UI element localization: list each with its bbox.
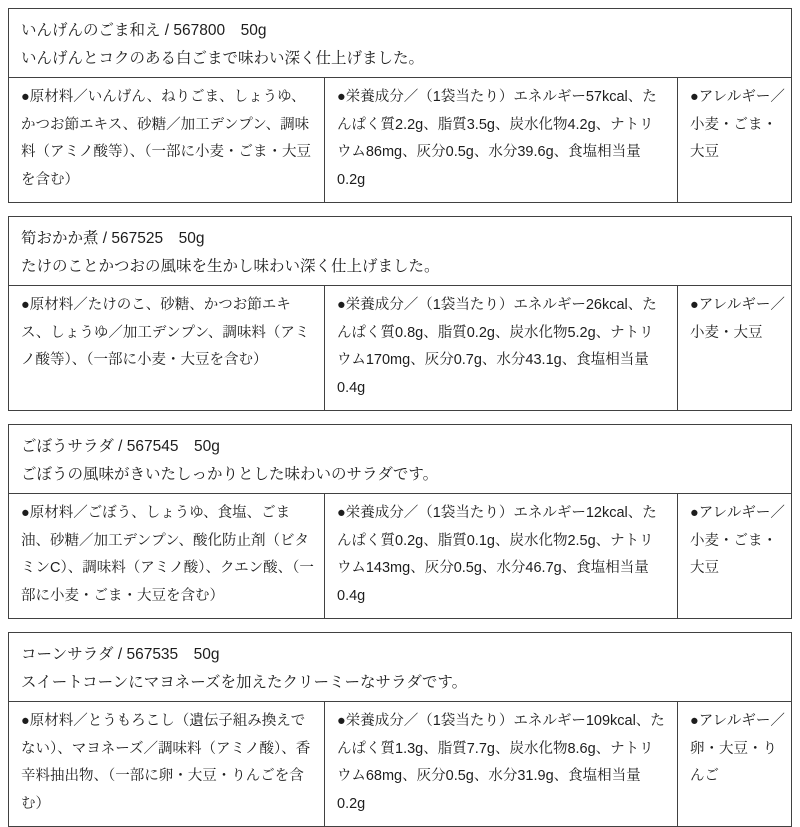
allergy-cell: ●アレルギー／小麦・ごま・大豆	[677, 494, 791, 618]
product-detail-table	[9, 493, 791, 618]
ingredients-cell: ●原材料／いんげん、ねりごま、しょうゆ、かつお節エキス、砂糖／加工デンプン、調味料（アミノ酸等）、（一部に小麦・ごま・大豆を含む）	[21, 89, 311, 188]
product-card	[8, 216, 792, 411]
product-description: スイートコーンにマヨネーズを加えたクリーミーなサラダです。	[21, 674, 468, 691]
allergy-cell: ●アレルギー／小麦・大豆	[677, 286, 791, 410]
nutrition-cell: ●栄養成分／（1袋当たり）エネルギー109kcal、たんぱく質1.3g、脂質7.7g、炭水化物8.6g、ナトリウム68mg、灰分0.5g、水分31.9g、食塩相当量0.2g	[324, 702, 677, 826]
product-card-header	[9, 425, 791, 493]
product-title: いんげんのごま和え / 567800 50g	[21, 22, 267, 39]
nutrition-cell: ●栄養成分／（1袋当たり）エネルギー57kcal、たんぱく質2.2g、脂質3.5g、炭水化物4.2g、ナトリウム86mg、灰分0.5g、水分39.6g、食塩相当量0.2g	[324, 78, 677, 202]
product-title: 筍おかか煮 / 567525 50g	[21, 230, 205, 247]
product-card-header	[9, 9, 791, 77]
product-description: たけのことかつおの風味を生かし味わい深く仕上げました。	[21, 258, 440, 275]
allergy-cell: ●アレルギー／卵・大豆・りんご	[677, 702, 791, 826]
product-card-header	[9, 633, 791, 701]
product-card	[8, 8, 792, 203]
product-title: ごぼうサラダ / 567545 50g	[21, 438, 220, 455]
product-description: ごぼうの風味がきいたしっかりとした味わいのサラダです。	[21, 466, 439, 483]
ingredients-cell: ●原材料／ごぼう、しょうゆ、食塩、ごま油、砂糖／加工デンプン、酸化防止剤（ビタミンC）、調味料（アミノ酸）、クエン酸、（一部に小麦・ごま・大豆を含む）	[21, 505, 314, 604]
product-detail-table	[9, 701, 791, 826]
product-detail-table	[9, 77, 791, 202]
ingredients-cell: ●原材料／たけのこ、砂糖、かつお節エキス、しょうゆ／加工デンプン、調味料（アミノ酸等）、（一部に小麦・大豆を含む）	[21, 297, 310, 368]
nutrition-cell: ●栄養成分／（1袋当たり）エネルギー26kcal、たんぱく質0.8g、脂質0.2g、炭水化物5.2g、ナトリウム170mg、灰分0.7g、水分43.1g、食塩相当量0.4g	[324, 286, 677, 410]
product-card	[8, 424, 792, 619]
product-card	[8, 632, 792, 827]
product-description: いんげんとコクのある白ごまで味わい深く仕上げました。	[21, 50, 425, 67]
nutrition-cell: ●栄養成分／（1袋当たり）エネルギー12kcal、たんぱく質0.2g、脂質0.1g、炭水化物2.5g、ナトリウム143mg、灰分0.5g、水分46.7g、食塩相当量0.4g	[324, 494, 677, 618]
product-card-header	[9, 217, 791, 285]
allergy-cell: ●アレルギー／小麦・ごま・大豆	[677, 78, 791, 202]
product-title: コーンサラダ / 567535 50g	[21, 646, 220, 663]
product-detail-table	[9, 285, 791, 410]
ingredients-cell: ●原材料／とうもろこし（遺伝子組み換えでない）、マヨネーズ／調味料（アミノ酸）、香辛料抽出物、（一部に卵・大豆・りんごを含む）	[21, 713, 311, 812]
